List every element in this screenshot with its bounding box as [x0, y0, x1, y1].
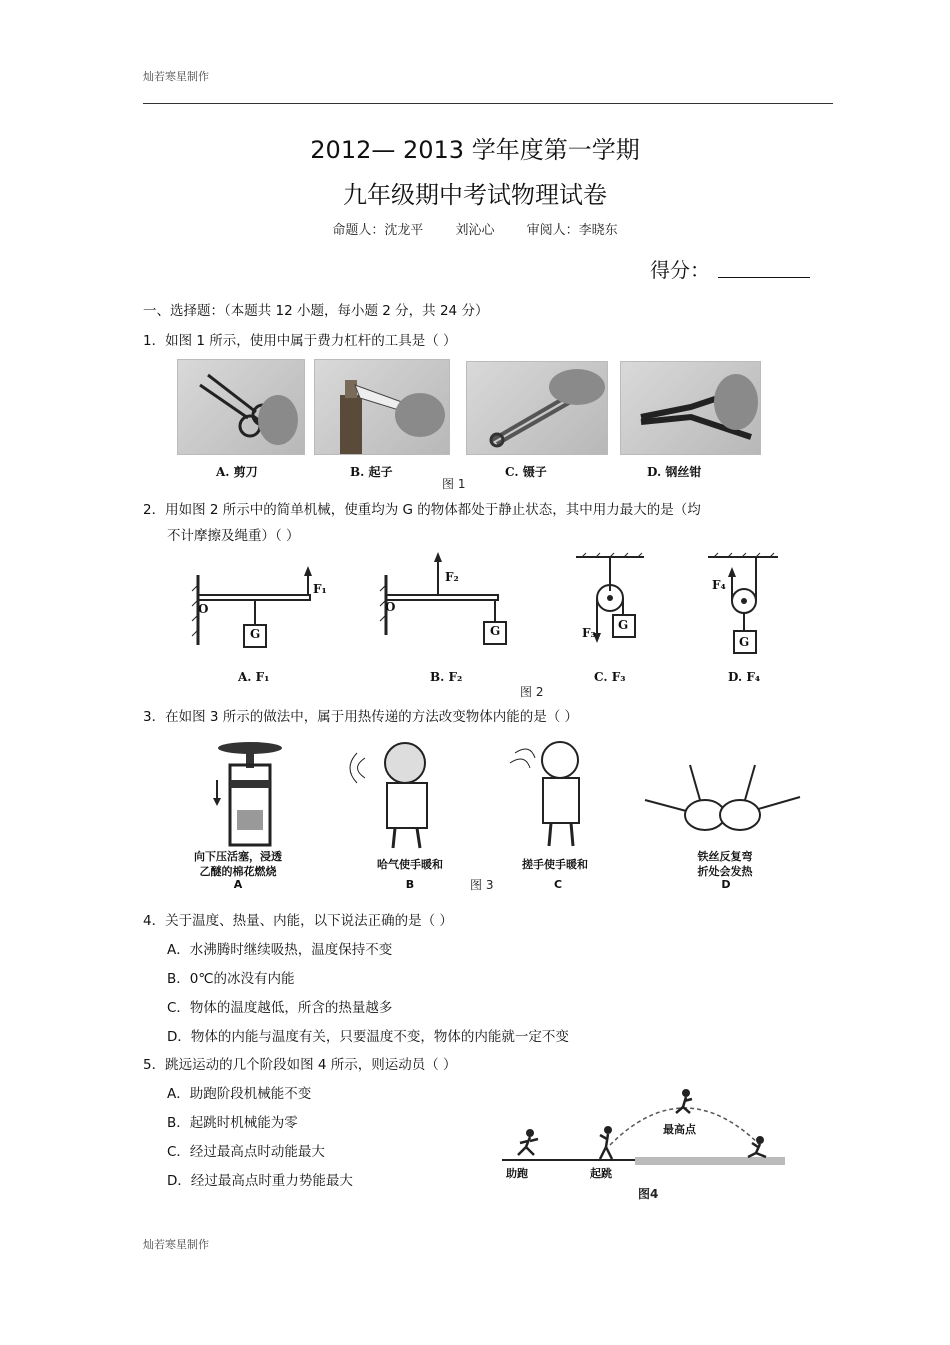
authors-line [0, 219, 950, 238]
header-watermark: 灿若寒星制作 [143, 70, 209, 83]
q4-option-c: C．物体的温度越低，所含的热量越多 [167, 1000, 393, 1016]
footer-watermark: 灿若寒星制作 [143, 1238, 209, 1251]
question-4: 4．关于温度、热量、内能，以下说法正确的是（ ） [143, 913, 453, 929]
q2-figure-caption: 图 2 [520, 685, 544, 699]
q5-option-c: C．经过最高点时动能最大 [167, 1144, 325, 1160]
pivot-label-b: O [385, 600, 396, 614]
page-title: 2012— 2013 学年度第一学期 [310, 136, 640, 164]
pliers-icon [621, 362, 760, 454]
blowing-hands-cartoon [345, 738, 455, 850]
q3-figure-caption: 图 3 [470, 878, 494, 892]
opener-photo [314, 359, 450, 455]
scissors-photo [177, 359, 305, 455]
q2-label-c: C. F₃ [594, 670, 626, 684]
q1-label-a: A. 剪刀 [216, 465, 258, 479]
force-label-f4: F₄ [712, 578, 726, 592]
bending-wire-cartoon [645, 765, 805, 845]
q1-label-d: D. 钢丝钳 [647, 465, 702, 479]
q3-caption-a: 向下压活塞，浸透 乙醚的棉花燃烧 [194, 850, 282, 878]
question-2-line1: 2．用如图 2 所示中的简单机械，使重均为 G 的物体都处于静止状态，其中用力最大的是（均 [143, 502, 701, 518]
tweezers-photo [466, 361, 608, 455]
rubbing-hands-cartoon [505, 738, 605, 850]
q3-caption-c: 搓手使手暖和 [522, 858, 588, 871]
weight-label-a: G [250, 627, 261, 641]
q2-label-d: D. F₄ [728, 670, 761, 684]
q3-letter-b: B [405, 878, 415, 891]
q4-option-a: A．水沸腾时继续吸热，温度保持不变 [167, 942, 393, 958]
q4-option-d: D．物体的内能与温度有关，只要温度不变，物体的内能就一定不变 [167, 1029, 569, 1045]
label-top-point: 最高点 [663, 1123, 696, 1136]
tweezers-icon [467, 362, 607, 454]
force-label-f2: F₂ [445, 570, 459, 584]
q1-label-b: B. 起子 [350, 465, 393, 479]
score-blank [718, 277, 810, 278]
bottle-opener-icon [315, 360, 449, 454]
author-co-setter: 刘沁心 [455, 223, 495, 238]
pliers-photo [620, 361, 761, 455]
scissors-icon [178, 360, 304, 454]
q1-label-c: C. 镊子 [505, 465, 547, 479]
force-label-f1: F₁ [313, 582, 327, 596]
q1-figure-caption: 图 1 [442, 477, 466, 491]
question-2-line2: 不计摩擦及绳重）（ ） [167, 528, 300, 544]
q3-caption-d: 铁丝反复弯 折处会发热 [697, 850, 753, 878]
header-rule [143, 103, 833, 104]
q4-option-b: B．0℃的冰没有内能 [167, 971, 295, 987]
q2-label-b: B. F₂ [430, 670, 463, 684]
label-takeoff: 起跳 [590, 1167, 612, 1180]
question-5: 5．跳远运动的几个阶段如图 4 所示，则运动员（ ） [143, 1057, 457, 1073]
q3-caption-b: 哈气使手暖和 [377, 858, 443, 871]
q5-option-d: D．经过最高点时重力势能最大 [167, 1173, 353, 1189]
q3-letter-a: A [233, 878, 243, 891]
author-setter: 命题人：沈龙平 [332, 223, 424, 238]
piston-cylinder-diagram [205, 740, 295, 850]
long-jump-diagram [500, 1085, 790, 1165]
force-label-f3: F₃ [582, 626, 596, 640]
pivot-label-a: O [198, 602, 209, 616]
weight-label-c: G [618, 618, 629, 632]
q5-option-a: A．助跑阶段机械能不变 [167, 1086, 312, 1102]
author-reviewer: 审阅人：李晓东 [526, 223, 618, 238]
q5-figure-caption: 图4 [638, 1187, 659, 1201]
label-run-up: 助跑 [506, 1167, 528, 1180]
page-subtitle: 九年级期中考试物理试卷 [343, 181, 607, 209]
question-3: 3．在如图 3 所示的做法中，属于用热传递的方法改变物体内能的是（ ） [143, 709, 579, 725]
q3-letter-c: C [553, 878, 563, 891]
q2-label-a: A. F₁ [238, 670, 270, 684]
weight-label-d: G [739, 635, 750, 649]
score-label: 得分： [650, 258, 710, 282]
weight-label-b: G [490, 624, 501, 638]
section-heading: 一、选择题：（本题共 12 小题，每小题 2 分，共 24 分） [143, 303, 489, 319]
q3-letter-d: D [721, 878, 731, 891]
question-1: 1．如图 1 所示，使用中属于费力杠杆的工具是（ ） [143, 333, 457, 349]
q5-option-b: B．起跳时机械能为零 [167, 1115, 298, 1131]
